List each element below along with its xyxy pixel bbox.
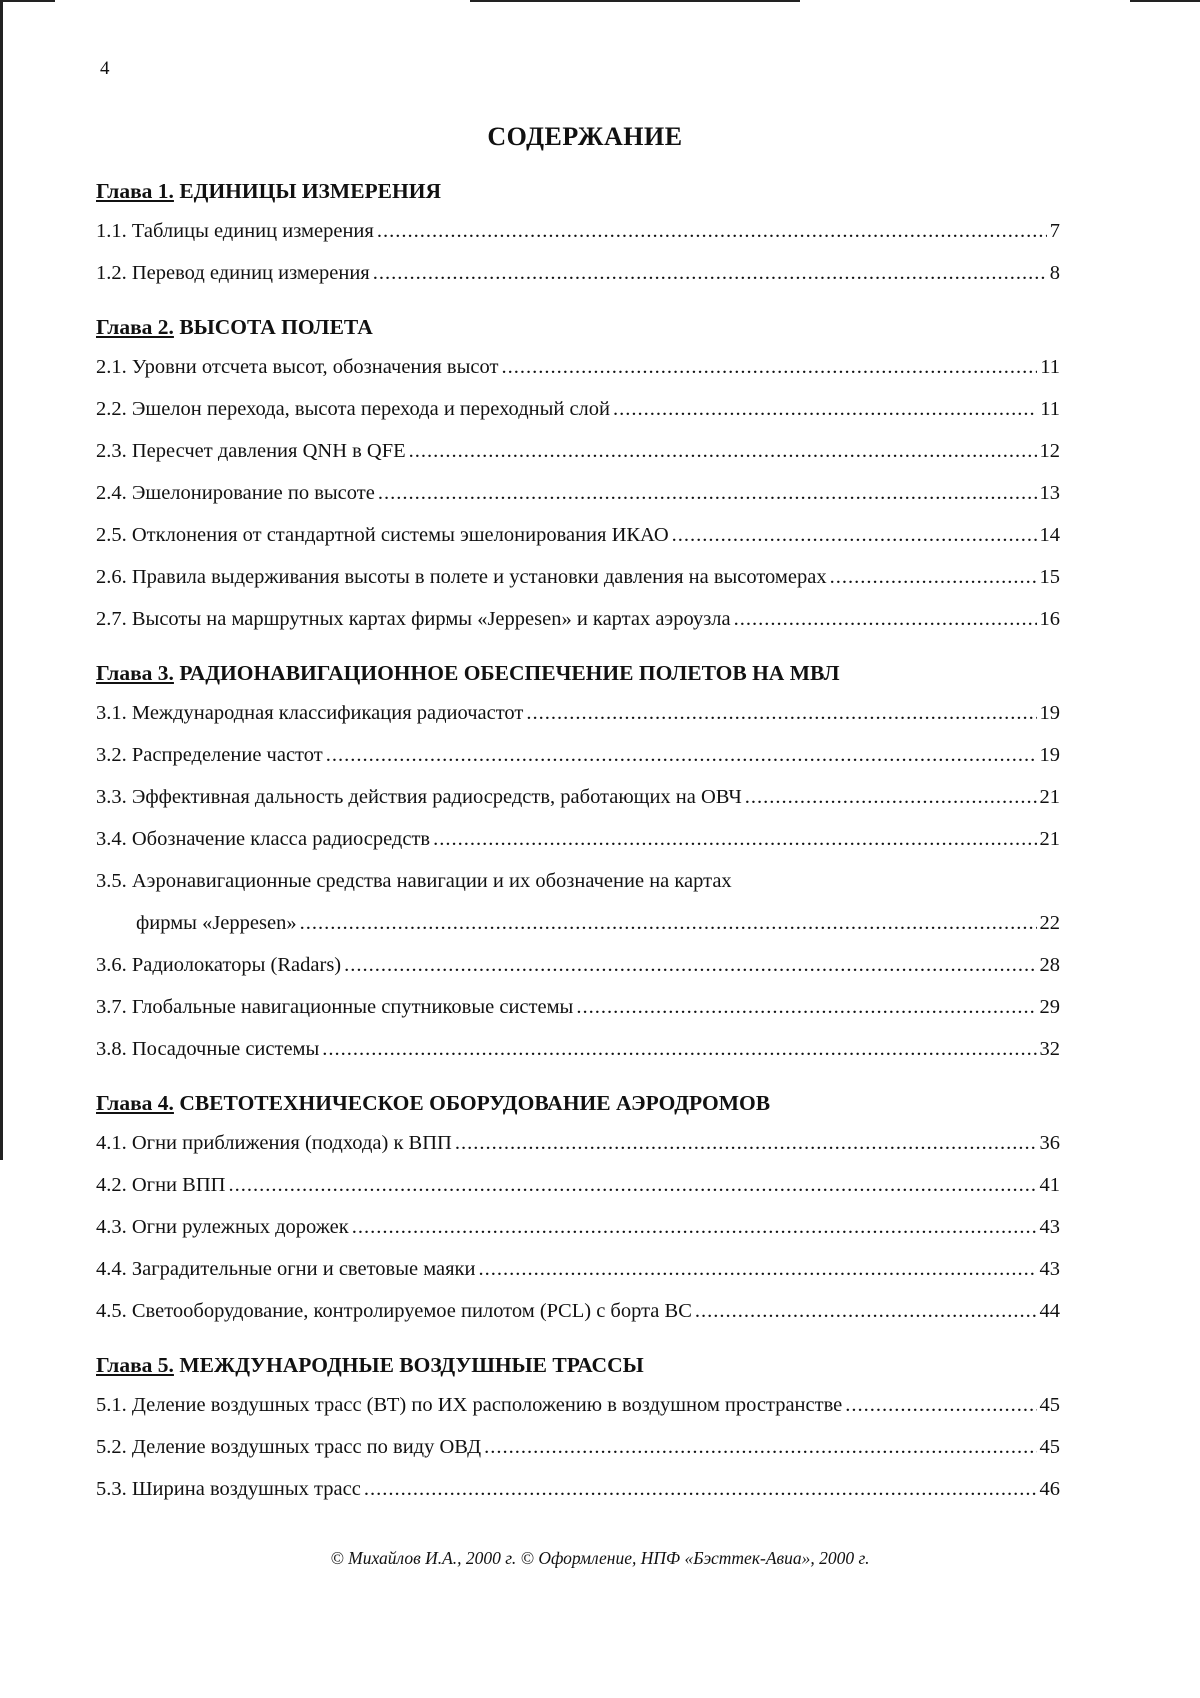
toc-entry xyxy=(96,1468,1060,1510)
toc-page-number: 19 xyxy=(1039,744,1060,766)
toc-entry xyxy=(96,346,1060,388)
dot-leader xyxy=(228,1164,1036,1206)
toc-page-number: 11 xyxy=(1040,356,1060,378)
toc-entry xyxy=(96,1164,1060,1206)
toc-entry-text: 2.7. Высоты на маршрутных картах фирмы «Jeppesen» и картах аэроузла xyxy=(96,608,731,630)
toc-entry xyxy=(96,598,1060,640)
toc-entry xyxy=(96,776,1060,818)
table-of-contents xyxy=(96,176,1060,1510)
dot-leader xyxy=(352,1206,1037,1248)
toc-entry xyxy=(96,1248,1060,1290)
toc-entry xyxy=(96,818,1060,860)
toc-entry-text: 4.4. Заградительные огни и световые маяки xyxy=(96,1258,476,1280)
toc-entry-text: 5.3. Ширина воздушных трасс xyxy=(96,1478,361,1500)
toc-entry-text: 2.3. Пересчет давления QNH в QFE xyxy=(96,440,406,462)
toc-entry xyxy=(96,252,1060,294)
dot-leader xyxy=(455,1122,1037,1164)
toc-entry-text: 4.5. Светооборудование, контролируемое пилотом (PCL) с борта ВС xyxy=(96,1300,692,1322)
toc-entry xyxy=(96,1122,1060,1164)
toc-entry xyxy=(96,1206,1060,1248)
toc-entry-text: 2.6. Правила выдерживания высоты в полете и установки давления на высотомерах xyxy=(96,566,827,588)
toc-page-number: 7 xyxy=(1049,220,1060,242)
toc-entry-text: 3.2. Распределение частот xyxy=(96,744,323,766)
toc-page-number: 43 xyxy=(1039,1258,1060,1280)
toc-page-number: 21 xyxy=(1039,786,1060,808)
toc-entry xyxy=(96,388,1060,430)
toc-entry-text: 4.2. Огни ВПП xyxy=(96,1174,226,1196)
document-title: СОДЕРЖАНИЕ xyxy=(487,122,683,151)
toc-page-number: 13 xyxy=(1039,482,1060,504)
chapter-title: СВЕТОТЕХНИЧЕСКОЕ ОБОРУДОВАНИЕ АЭРОДРОМОВ xyxy=(179,1091,771,1115)
toc-entry-text: 4.3. Огни рулежных дорожек xyxy=(96,1216,349,1238)
toc-entry-text: 3.8. Посадочные системы xyxy=(96,1038,320,1060)
scan-border-top-segment xyxy=(470,0,800,2)
toc-page-number: 32 xyxy=(1039,1038,1060,1060)
toc-entry xyxy=(96,1426,1060,1468)
page-number: 4 xyxy=(100,58,110,79)
toc-page-number: 46 xyxy=(1039,1478,1060,1500)
scan-border-top-right xyxy=(1130,0,1200,2)
dot-leader xyxy=(613,388,1037,430)
toc-entry-text: 1.2. Перевод единиц измерения xyxy=(96,262,370,284)
copyright-footer: © Михайлов И.А., 2000 г. © Оформление, НПФ «Бэсттек-Авиа», 2000 г. xyxy=(330,1548,870,1568)
toc-page-number: 45 xyxy=(1039,1394,1060,1416)
toc-entry-text: 2.5. Отклонения от стандартной системы эшелонирования ИКАО xyxy=(96,524,669,546)
dot-leader xyxy=(479,1248,1037,1290)
toc-page-number: 43 xyxy=(1039,1216,1060,1238)
dot-leader xyxy=(484,1426,1036,1468)
dot-leader xyxy=(373,252,1047,294)
chapter-number: Глава 5. xyxy=(96,1353,174,1377)
chapter-number: Глава 3. xyxy=(96,661,174,685)
dot-leader xyxy=(409,430,1037,472)
toc-entry xyxy=(96,472,1060,514)
toc-page-number: 36 xyxy=(1039,1132,1060,1154)
toc-page-number: 29 xyxy=(1039,996,1060,1018)
toc-entry-text: 3.7. Глобальные навигационные спутниковые системы xyxy=(96,996,574,1018)
dot-leader xyxy=(377,210,1047,252)
dot-leader xyxy=(845,1384,1036,1426)
toc-page-number: 44 xyxy=(1039,1300,1060,1322)
dot-leader xyxy=(576,986,1036,1028)
toc-entry xyxy=(96,944,1060,986)
toc-entry xyxy=(96,986,1060,1028)
toc-entry xyxy=(96,210,1060,252)
toc-entry-text: 3.4. Обозначение класса радиосредств xyxy=(96,828,431,850)
toc-entry xyxy=(96,1028,1060,1070)
toc-page-number: 8 xyxy=(1049,262,1060,284)
chapter-title: МЕЖДУНАРОДНЫЕ ВОЗДУШНЫЕ ТРАССЫ xyxy=(179,1353,644,1377)
toc-page-number: 45 xyxy=(1039,1436,1060,1458)
toc-page-number: 21 xyxy=(1039,828,1060,850)
toc-page-number: 14 xyxy=(1039,524,1060,546)
toc-entry-text: 2.4. Эшелонирование по высоте xyxy=(96,482,375,504)
toc-entry-text: 1.1. Таблицы единиц измерения xyxy=(96,220,374,242)
toc-entry-text: 3.1. Международная классификация радиочастот xyxy=(96,702,524,724)
toc-page-number: 28 xyxy=(1039,954,1060,976)
toc-entry xyxy=(96,556,1060,598)
dot-leader xyxy=(695,1290,1037,1332)
toc-entry-text: 2.1. Уровни отсчета высот, обозначения высот xyxy=(96,356,499,378)
toc-entry xyxy=(96,692,1060,734)
chapter-title: РАДИОНАВИГАЦИОННОЕ ОБЕСПЕЧЕНИЕ ПОЛЕТОВ НА МВЛ xyxy=(179,661,840,685)
toc-entry xyxy=(96,734,1060,776)
toc-page-number: 12 xyxy=(1039,440,1060,462)
chapter-heading xyxy=(96,176,1060,206)
toc-entry-text: 5.2. Деление воздушных трасс по виду ОВД xyxy=(96,1436,482,1458)
chapter-number: Глава 2. xyxy=(96,315,174,339)
toc-page-number: 15 xyxy=(1039,566,1060,588)
chapter-heading xyxy=(96,658,1060,688)
chapter-title: ВЫСОТА ПОЛЕТА xyxy=(179,315,373,339)
chapter-heading xyxy=(96,1350,1060,1380)
toc-page-number: 22 xyxy=(1039,912,1060,934)
toc-entry-text: 4.1. Огни приближения (подхода) к ВПП xyxy=(96,1132,452,1154)
toc-entry xyxy=(96,514,1060,556)
toc-entry-text: 3.5. Аэронавигационные средства навигации и их обозначение на картах xyxy=(96,870,732,892)
dot-leader xyxy=(734,598,1037,640)
toc-entry-text: 3.6. Радиолокаторы (Radars) xyxy=(96,954,342,976)
dot-leader xyxy=(326,734,1037,776)
toc-entry-continuation: фирмы «Jeppesen» xyxy=(136,912,297,934)
dot-leader xyxy=(526,692,1036,734)
dot-leader xyxy=(300,902,1037,944)
dot-leader xyxy=(364,1468,1037,1510)
toc-entry xyxy=(96,902,1060,944)
chapter-number: Глава 1. xyxy=(96,179,174,203)
dot-leader xyxy=(433,818,1036,860)
dot-leader xyxy=(344,944,1036,986)
chapter-title: ЕДИНИЦЫ ИЗМЕРЕНИЯ xyxy=(179,179,441,203)
scan-border-top-left xyxy=(0,0,55,2)
toc-entry xyxy=(96,1384,1060,1426)
scan-border-left xyxy=(0,0,3,1160)
toc-page-number: 19 xyxy=(1039,702,1060,724)
chapter-heading xyxy=(96,312,1060,342)
toc-page-number: 11 xyxy=(1040,398,1060,420)
toc-entry-text: 3.3. Эффективная дальность действия радиосредств, работающих на ОВЧ xyxy=(96,786,742,808)
chapter-heading xyxy=(96,1088,1060,1118)
dot-leader xyxy=(322,1028,1036,1070)
toc-entry-text: 5.1. Деление воздушных трасс (ВТ) по ИХ расположению в воздушном пространстве xyxy=(96,1394,843,1416)
toc-page-number: 41 xyxy=(1039,1174,1060,1196)
dot-leader xyxy=(745,776,1037,818)
dot-leader xyxy=(501,346,1037,388)
toc-page-number: 16 xyxy=(1039,608,1060,630)
dot-leader xyxy=(378,472,1037,514)
toc-entry xyxy=(96,1290,1060,1332)
chapter-number: Глава 4. xyxy=(96,1091,174,1115)
dot-leader xyxy=(672,514,1037,556)
dot-leader xyxy=(830,556,1037,598)
toc-entry xyxy=(96,430,1060,472)
toc-entry-text: 2.2. Эшелон перехода, высота перехода и переходный слой xyxy=(96,398,611,420)
